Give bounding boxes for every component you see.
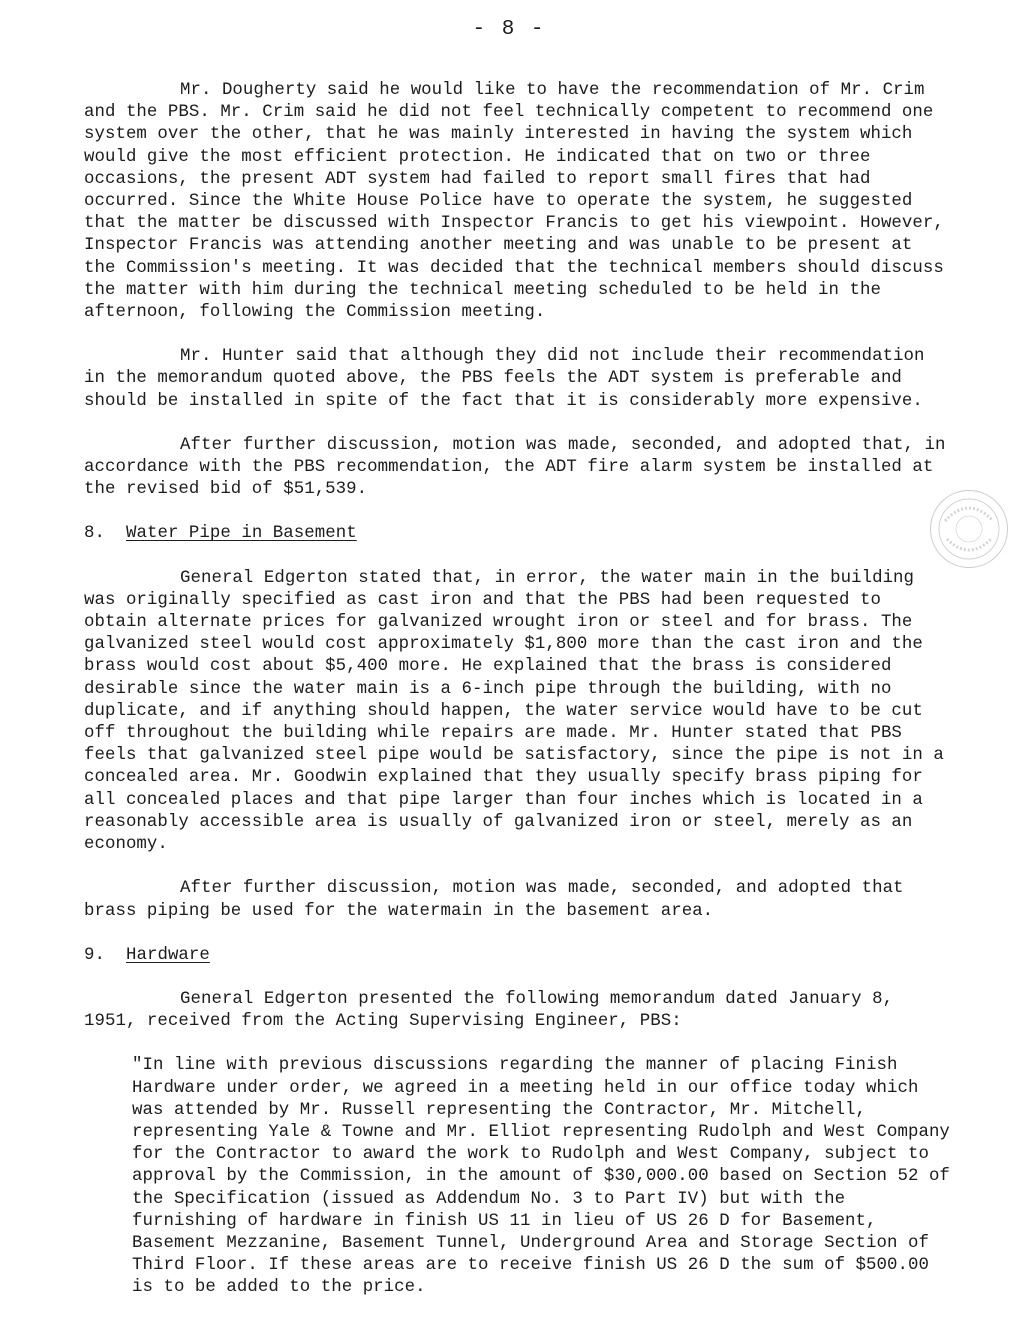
section-heading-water-pipe bbox=[84, 523, 954, 545]
document-body bbox=[84, 80, 954, 1322]
paragraph-memorandum-intro: General Edgerton presented the following memorandum dated January 8, 1951, received from the Acting Supervising Engineer, PBS: bbox=[84, 989, 894, 1032]
section-heading-hardware bbox=[84, 945, 954, 967]
page-number: - 8 - bbox=[472, 18, 546, 41]
section-number: 8. bbox=[84, 524, 105, 544]
section-number: 9. bbox=[84, 945, 105, 965]
paragraph-dougherty-recommendation: Mr. Dougherty said he would like to have the recommendation of Mr. Crim and the PBS. Mr. Crim said he did not feel technically competent to recommend one system over the other, that he was mainly interested in having the system which would give the most efficient protection. He indicated that on two or three occasions, the present ADT system had failed to report small fires that had occurred. Since the White House Police have to operate the system, he suggested that the matter be discussed with Inspector Francis to get his viewpoint. However, Inspector Francis was attending another meeting and was unable to be present at the Commission's meeting. It was decided that the technical members should discuss the matter with him during the technical meeting scheduled to be held in the afternoon, following the Commission meeting. bbox=[84, 81, 944, 323]
stamp-seal-icon bbox=[931, 491, 1007, 567]
quoted-memorandum: "In line with previous discussions regarding the manner of placing Finish Hardware under order, we agreed in a meeting held in our office today which was attended by Mr. Russell representing the Contractor, Mr. Mitchell, representing Yale & Towne and Mr. Elliot representing Rudolph and West Company for the Contractor to award the work to Rudolph and West Company, subject to approval by the Commission, in the amount of $30,000.00 based on Section 52 of the Specification (issued as Addendum No. 3 to Part IV) but with the furnishing of hardware in finish US 11 in lieu of US 26 D for Basement, Basement Mezzanine, Basement Tunnel, Underground Area and Storage Section of Third Floor. If these areas are to receive finish US 26 D the sum of $500.00 is to be added to the price. bbox=[132, 1056, 950, 1298]
section-title: Water Pipe in Basement bbox=[126, 524, 357, 544]
paragraph-brass-motion: After further discussion, motion was made, seconded, and adopted that brass piping be used for the watermain in the basement area. bbox=[84, 879, 904, 921]
paragraph-adt-motion: After further discussion, motion was made, seconded, and adopted that, in accordance with the PBS recommendation, the ADT fire alarm system be installed at the revised bid of $51,539. bbox=[84, 435, 946, 500]
section-title: Hardware bbox=[126, 945, 210, 965]
paragraph-water-main: General Edgerton stated that, in error, the water main in the building was originally specified as cast iron and that the PBS had been requested to obtain alternate prices for galvanized wrought iron or steel and for brass. The galvanized steel would cost approximately $1,800 more than the cast iron and the brass would cost about $5,400 more. He explained that the brass is considered desirable since the water main is a 6-inch pipe through the building, with no duplicate, and if anything should happen, the water service would have to be cut off throughout the building while repairs are made. Mr. Hunter stated that PBS feels that galvanized steel pipe would be satisfactory, since the pipe is not in a concealed area. Mr. Goodwin explained that they usually specify brass piping for all concealed places and that pipe larger than four inches which is located in a reasonably accessible area is usually of galvanized iron or steel, merely as an economy. bbox=[84, 568, 944, 855]
library-stamp bbox=[930, 490, 1008, 568]
paragraph-hunter-adt: Mr. Hunter said that although they did not include their recommendation in the memorandum quoted above, the PBS feels the ADT system is preferable and should be installed in spite of the fact that it is considerably more expensive. bbox=[84, 347, 925, 411]
